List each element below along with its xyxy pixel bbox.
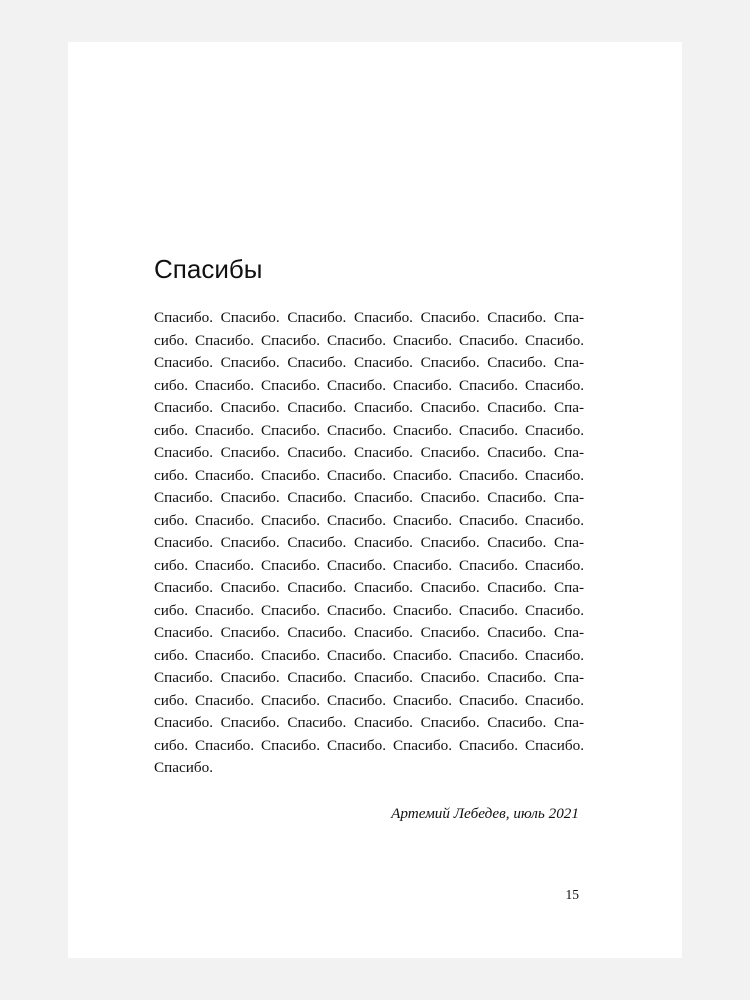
text-line: Спасибо. Спасибо. Спасибо. Спасибо. Спасибо. Спасибо. Спа- bbox=[154, 669, 584, 686]
text-line: Спасибо. Спасибо. Спасибо. Спасибо. Спасибо. Спасибо. Спа- bbox=[154, 354, 584, 371]
text-line: сибо. Спасибо. Спасибо. Спасибо. Спасибо. Спасибо. Спасибо. bbox=[154, 511, 584, 529]
text-line: сибо. Спасибо. Спасибо. Спасибо. Спасибо. Спасибо. Спасибо. bbox=[154, 376, 584, 394]
chapter-title: Спасибы bbox=[154, 254, 263, 284]
text-line: Спасибо. Спасибо. Спасибо. Спасибо. Спасибо. Спасибо. Спа- bbox=[154, 444, 584, 461]
text-line: сибо. Спасибо. Спасибо. Спасибо. Спасибо. Спасибо. Спасибо. bbox=[154, 736, 584, 754]
text-line: сибо. Спасибо. Спасибо. Спасибо. Спасибо. Спасибо. Спасибо. bbox=[154, 691, 584, 709]
text-line: Спасибо. Спасибо. Спасибо. Спасибо. Спасибо. Спасибо. Спа- bbox=[154, 579, 584, 596]
page-number: 15 bbox=[565, 887, 579, 902]
text-line: сибо. Спасибо. Спасибо. Спасибо. Спасибо. Спасибо. Спасибо. bbox=[154, 556, 584, 574]
text-line: Спасибо. Спасибо. Спасибо. Спасибо. Спасибо. Спасибо. Спа- bbox=[154, 714, 584, 731]
text-line: Спасибо. Спасибо. Спасибо. Спасибо. Спасибо. Спасибо. Спа- bbox=[154, 399, 584, 416]
body-text bbox=[154, 307, 584, 780]
text-line: Спасибо. Спасибо. Спасибо. Спасибо. Спасибо. Спасибо. Спа- bbox=[154, 534, 584, 551]
author-signature: Артемий Лебедев, июль 2021 bbox=[391, 805, 579, 822]
text-line: сибо. Спасибо. Спасибо. Спасибо. Спасибо. Спасибо. Спасибо. bbox=[154, 421, 584, 439]
text-line: сибо. Спасибо. Спасибо. Спасибо. Спасибо. Спасибо. Спасибо. bbox=[154, 466, 584, 484]
text-line: Спасибо. Спасибо. Спасибо. Спасибо. Спасибо. Спасибо. Спа- bbox=[154, 309, 584, 326]
text-line: Спасибо. Спасибо. Спасибо. Спасибо. Спасибо. Спасибо. Спа- bbox=[154, 489, 584, 506]
text-line: сибо. Спасибо. Спасибо. Спасибо. Спасибо. Спасибо. Спасибо. bbox=[154, 331, 584, 349]
text-line: Спасибо. Спасибо. Спасибо. Спасибо. Спасибо. Спасибо. Спа- bbox=[154, 624, 584, 641]
text-line: сибо. Спасибо. Спасибо. Спасибо. Спасибо. Спасибо. Спасибо. bbox=[154, 601, 584, 619]
text-line: Спасибо. bbox=[154, 759, 213, 776]
book-page bbox=[68, 42, 682, 958]
text-line: сибо. Спасибо. Спасибо. Спасибо. Спасибо. Спасибо. Спасибо. bbox=[154, 646, 584, 664]
